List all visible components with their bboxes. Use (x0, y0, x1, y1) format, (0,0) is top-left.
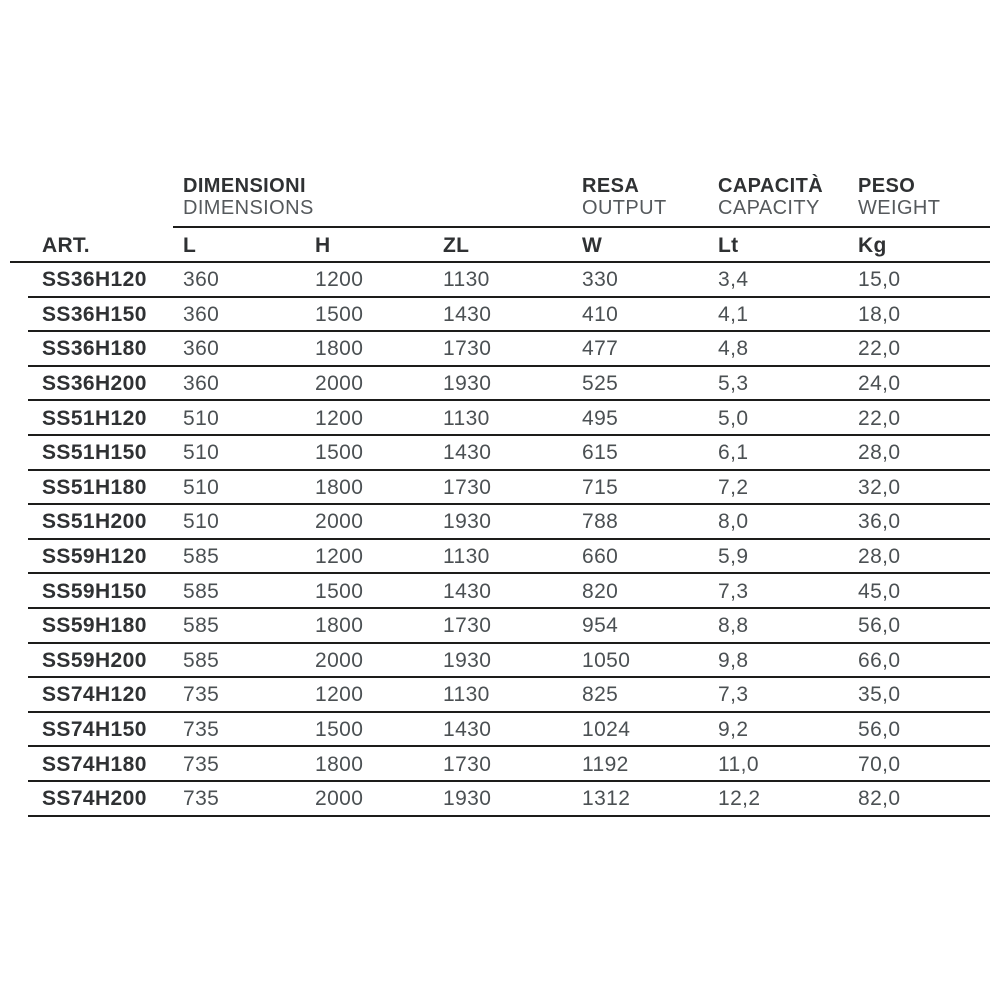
kg-value-cell: 56,0 (858, 718, 901, 742)
h-value-cell: 1800 (315, 614, 364, 638)
l-value-cell: 510 (183, 441, 220, 465)
group-primary-label: RESA (582, 175, 640, 197)
zl-value-cell: 1430 (443, 441, 492, 465)
group-secondary-label: OUTPUT (582, 197, 667, 219)
w-value-cell: 1312 (582, 787, 631, 811)
l-value-cell: 510 (183, 406, 220, 430)
w-value-cell: 660 (582, 545, 619, 569)
group-secondary-label: WEIGHT (858, 197, 941, 219)
kg-value-cell: 56,0 (858, 614, 901, 638)
table-row (10, 782, 990, 817)
zl-value-cell: 1430 (443, 302, 492, 326)
group-header-dimensions (173, 175, 572, 219)
w-value-cell: 525 (582, 372, 619, 396)
table-body (10, 263, 990, 817)
group-secondary-label: DIMENSIONS (183, 197, 314, 219)
column-header-row (10, 228, 990, 263)
kg-value-cell: 70,0 (858, 752, 901, 776)
zl-value-cell: 1930 (443, 787, 492, 811)
kg-value-cell: 35,0 (858, 683, 901, 707)
h-value-cell: 2000 (315, 648, 364, 672)
zl-value-cell: 1130 (443, 683, 490, 707)
lt-value-cell: 5,3 (718, 372, 749, 396)
group-secondary-label: CAPACITY (718, 197, 820, 219)
kg-value-cell: 66,0 (858, 648, 901, 672)
art-code-cell: SS59H180 (42, 614, 147, 638)
art-code-cell: SS74H180 (42, 752, 147, 776)
table-row (10, 609, 990, 644)
table-row (10, 574, 990, 609)
product-spec-table (10, 175, 990, 817)
kg-value-cell: 82,0 (858, 787, 901, 811)
kg-value-cell: 22,0 (858, 337, 901, 361)
lt-value-cell: 4,1 (718, 302, 749, 326)
kg-value-cell: 36,0 (858, 510, 901, 534)
l-value-cell: 585 (183, 648, 220, 672)
w-value-cell: 495 (582, 406, 619, 430)
art-code-cell: SS74H120 (42, 683, 147, 707)
kg-value-cell: 45,0 (858, 579, 901, 603)
lt-value-cell: 8,8 (718, 614, 749, 638)
h-value-cell: 1200 (315, 683, 364, 707)
l-value-cell: 735 (183, 787, 220, 811)
l-value-cell: 510 (183, 510, 220, 534)
zl-value-cell: 1930 (443, 510, 492, 534)
column-header-kg: Kg (858, 233, 887, 257)
column-header-h: H (315, 233, 331, 257)
group-header-capacity (708, 175, 848, 219)
group-header-spacer (10, 175, 173, 219)
art-code-cell: SS51H150 (42, 441, 147, 465)
lt-value-cell: 5,0 (718, 406, 749, 430)
table-row (10, 471, 990, 506)
h-value-cell: 1500 (315, 718, 364, 742)
kg-value-cell: 18,0 (858, 302, 901, 326)
h-value-cell: 2000 (315, 787, 364, 811)
group-primary-label: PESO (858, 175, 916, 197)
table-row (10, 540, 990, 575)
kg-value-cell: 28,0 (858, 545, 901, 569)
h-value-cell: 1800 (315, 475, 364, 499)
w-value-cell: 1192 (582, 752, 629, 776)
h-value-cell: 1200 (315, 545, 364, 569)
h-value-cell: 1800 (315, 337, 364, 361)
art-code-cell: SS59H150 (42, 579, 147, 603)
art-code-cell: SS36H200 (42, 372, 147, 396)
table-row (10, 367, 990, 402)
zl-value-cell: 1730 (443, 752, 492, 776)
kg-value-cell: 28,0 (858, 441, 901, 465)
w-value-cell: 715 (582, 475, 619, 499)
w-value-cell: 820 (582, 579, 619, 603)
table-row (10, 332, 990, 367)
zl-value-cell: 1130 (443, 406, 490, 430)
zl-value-cell: 1130 (443, 268, 490, 292)
group-header-output (572, 175, 708, 219)
lt-value-cell: 7,3 (718, 579, 749, 603)
l-value-cell: 585 (183, 545, 220, 569)
lt-value-cell: 12,2 (718, 787, 761, 811)
art-code-cell: SS51H200 (42, 510, 147, 534)
art-code-cell: SS74H200 (42, 787, 147, 811)
art-code-cell: SS74H150 (42, 718, 147, 742)
art-code-cell: SS36H120 (42, 268, 147, 292)
zl-value-cell: 1730 (443, 614, 492, 638)
w-value-cell: 788 (582, 510, 619, 534)
art-code-cell: SS59H200 (42, 648, 147, 672)
column-header-w: W (582, 233, 603, 257)
column-header-zl: ZL (443, 233, 470, 257)
lt-value-cell: 9,2 (718, 718, 749, 742)
w-value-cell: 330 (582, 268, 619, 292)
art-code-cell: SS51H180 (42, 475, 147, 499)
zl-value-cell: 1430 (443, 718, 492, 742)
l-value-cell: 735 (183, 752, 220, 776)
h-value-cell: 1500 (315, 579, 364, 603)
lt-value-cell: 7,3 (718, 683, 749, 707)
lt-value-cell: 4,8 (718, 337, 749, 361)
lt-value-cell: 7,2 (718, 475, 749, 499)
table-row (10, 505, 990, 540)
h-value-cell: 1200 (315, 406, 364, 430)
group-header-weight (848, 175, 990, 219)
l-value-cell: 735 (183, 718, 220, 742)
zl-value-cell: 1130 (443, 545, 490, 569)
lt-value-cell: 8,0 (718, 510, 749, 534)
kg-value-cell: 32,0 (858, 475, 901, 499)
h-value-cell: 1800 (315, 752, 364, 776)
kg-value-cell: 22,0 (858, 406, 901, 430)
w-value-cell: 1024 (582, 718, 631, 742)
l-value-cell: 360 (183, 337, 220, 361)
table-row (10, 298, 990, 333)
kg-value-cell: 24,0 (858, 372, 901, 396)
l-value-cell: 360 (183, 268, 220, 292)
l-value-cell: 585 (183, 579, 220, 603)
art-code-cell: SS36H150 (42, 302, 147, 326)
l-value-cell: 360 (183, 302, 220, 326)
w-value-cell: 410 (582, 302, 619, 326)
h-value-cell: 1500 (315, 441, 364, 465)
w-value-cell: 954 (582, 614, 619, 638)
group-header-row (10, 175, 990, 228)
table-row (10, 747, 990, 782)
w-value-cell: 615 (582, 441, 619, 465)
kg-value-cell: 15,0 (858, 268, 901, 292)
group-primary-label: CAPACITÀ (718, 175, 824, 197)
l-value-cell: 585 (183, 614, 220, 638)
zl-value-cell: 1930 (443, 372, 492, 396)
h-value-cell: 1200 (315, 268, 364, 292)
w-value-cell: 825 (582, 683, 619, 707)
art-code-cell: SS59H120 (42, 545, 147, 569)
table-row (10, 401, 990, 436)
lt-value-cell: 6,1 (718, 441, 749, 465)
lt-value-cell: 5,9 (718, 545, 749, 569)
table-row (10, 263, 990, 298)
zl-value-cell: 1730 (443, 337, 492, 361)
group-primary-label: DIMENSIONI (183, 175, 306, 197)
lt-value-cell: 9,8 (718, 648, 749, 672)
table-row (10, 678, 990, 713)
h-value-cell: 2000 (315, 510, 364, 534)
l-value-cell: 360 (183, 372, 220, 396)
lt-value-cell: 3,4 (718, 268, 749, 292)
column-header-l: L (183, 233, 197, 257)
zl-value-cell: 1730 (443, 475, 492, 499)
w-value-cell: 1050 (582, 648, 631, 672)
column-header-art: ART. (42, 233, 90, 257)
art-code-cell: SS51H120 (42, 406, 147, 430)
column-header-lt: Lt (718, 233, 739, 257)
h-value-cell: 1500 (315, 302, 364, 326)
l-value-cell: 735 (183, 683, 220, 707)
w-value-cell: 477 (582, 337, 619, 361)
art-code-cell: SS36H180 (42, 337, 147, 361)
table-row (10, 436, 990, 471)
l-value-cell: 510 (183, 475, 220, 499)
table-row (10, 644, 990, 679)
zl-value-cell: 1930 (443, 648, 492, 672)
h-value-cell: 2000 (315, 372, 364, 396)
lt-value-cell: 11,0 (718, 752, 759, 776)
table-row (10, 713, 990, 748)
zl-value-cell: 1430 (443, 579, 492, 603)
